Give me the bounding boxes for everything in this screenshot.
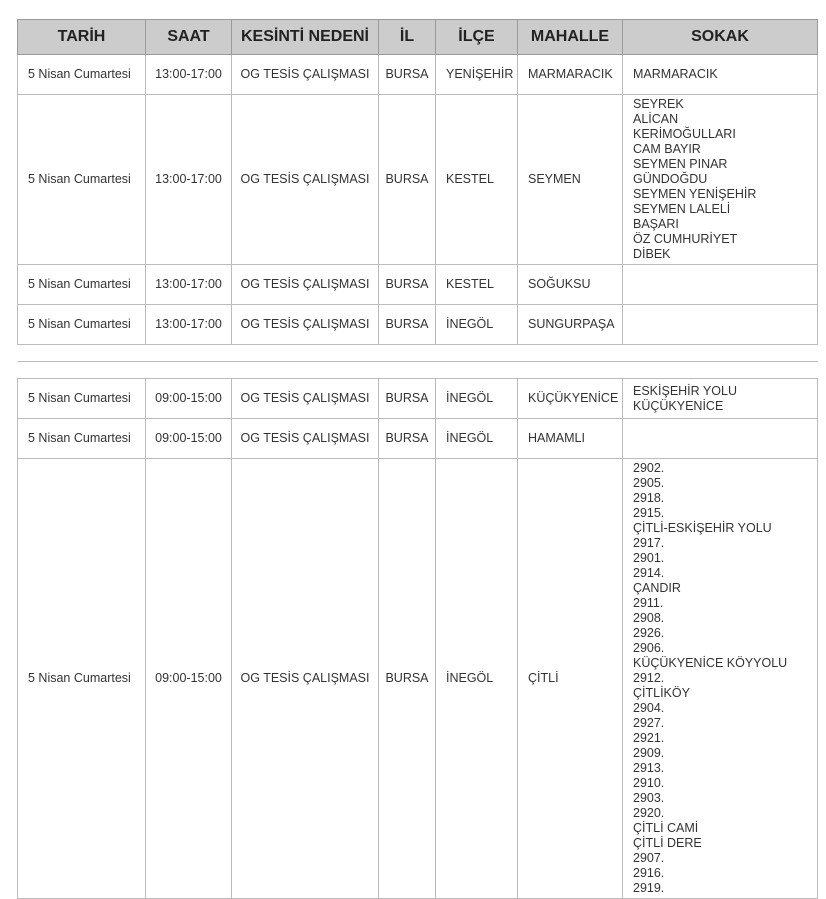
street-name: 2919.	[633, 881, 665, 895]
street-name: ALİCAN	[633, 112, 679, 126]
table-row	[18, 95, 818, 265]
street-name: 2914.	[633, 566, 665, 580]
outage-table-container	[17, 19, 817, 899]
street-cell	[623, 419, 818, 459]
province-cell: BURSA	[379, 305, 436, 345]
reason-cell: OG TESİS ÇALIŞMASI	[232, 95, 379, 265]
date-cell: 5 Nisan Cumartesi	[18, 459, 146, 899]
neighborhood-cell: HAMAMLI	[518, 419, 623, 459]
province-cell: BURSA	[379, 265, 436, 305]
header-province: İL	[379, 20, 436, 55]
province-cell: BURSA	[379, 419, 436, 459]
street-name: 2906.	[633, 641, 665, 655]
street-cell	[623, 55, 818, 95]
street-name: 2910.	[633, 776, 665, 790]
table-row	[18, 305, 818, 345]
outage-table	[17, 19, 818, 899]
neighborhood-cell: KÜÇÜKYENİCE	[518, 379, 623, 419]
reason-cell: OG TESİS ÇALIŞMASI	[232, 265, 379, 305]
street-name: 2903.	[633, 791, 665, 805]
date-cell: 5 Nisan Cumartesi	[18, 265, 146, 305]
street-cell	[623, 459, 818, 899]
street-name: SEYREK	[633, 97, 684, 111]
street-name: 2902.	[633, 461, 665, 475]
neighborhood-cell: ÇİTLİ	[518, 459, 623, 899]
table-row	[18, 265, 818, 305]
street-name: 2904.	[633, 701, 665, 715]
date-cell: 5 Nisan Cumartesi	[18, 379, 146, 419]
street-name: 2921.	[633, 731, 665, 745]
street-name: SEYMEN LALELİ	[633, 202, 731, 216]
district-cell: YENİŞEHİR	[436, 55, 518, 95]
street-name: 2901.	[633, 551, 665, 565]
time-cell: 09:00-15:00	[146, 459, 232, 899]
street-name: 2927.	[633, 716, 665, 730]
reason-cell: OG TESİS ÇALIŞMASI	[232, 379, 379, 419]
separator-row-bottom	[18, 362, 818, 379]
street-name: 2911.	[633, 596, 664, 610]
street-name: ESKİŞEHİR YOLU	[633, 383, 737, 398]
header-district: İLÇE	[436, 20, 518, 55]
street-name: BAŞARI	[633, 217, 679, 231]
neighborhood-cell: SOĞUKSU	[518, 265, 623, 305]
time-cell: 13:00-17:00	[146, 55, 232, 95]
street-name: ÇİTLİ-ESKİŞEHİR YOLU	[633, 521, 772, 535]
separator-cell	[18, 362, 818, 379]
date-cell: 5 Nisan Cumartesi	[18, 419, 146, 459]
table-body	[18, 55, 818, 899]
district-cell: İNEGÖL	[436, 379, 518, 419]
table-row	[18, 379, 818, 419]
district-cell: İNEGÖL	[436, 459, 518, 899]
street-name: MARMARACIK	[633, 67, 718, 81]
street-name: DİBEK	[633, 247, 671, 261]
header-row	[18, 20, 818, 55]
neighborhood-cell: SUNGURPAŞA	[518, 305, 623, 345]
street-name: 2909.	[633, 746, 665, 760]
province-cell: BURSA	[379, 379, 436, 419]
reason-cell: OG TESİS ÇALIŞMASI	[232, 55, 379, 95]
header-street: SOKAK	[623, 20, 818, 55]
date-cell: 5 Nisan Cumartesi	[18, 95, 146, 265]
neighborhood-cell: MARMARACIK	[518, 55, 623, 95]
province-cell: BURSA	[379, 55, 436, 95]
street-name: 2920.	[633, 806, 665, 820]
street-name: 2926.	[633, 626, 665, 640]
district-cell: KESTEL	[436, 265, 518, 305]
reason-cell: OG TESİS ÇALIŞMASI	[232, 305, 379, 345]
district-cell: İNEGÖL	[436, 419, 518, 459]
street-name: 2913.	[633, 761, 665, 775]
table-row	[18, 459, 818, 899]
province-cell: BURSA	[379, 459, 436, 899]
header-reason: KESİNTİ NEDENİ	[232, 20, 379, 55]
street-name: ÇİTLİ DERE	[633, 836, 702, 850]
separator-row-top	[18, 345, 818, 362]
date-cell: 5 Nisan Cumartesi	[18, 55, 146, 95]
reason-cell: OG TESİS ÇALIŞMASI	[232, 459, 379, 899]
street-name: SEYMEN PINAR	[633, 157, 728, 171]
street-name: ÇİTLİ CAMİ	[633, 821, 699, 835]
time-cell: 13:00-17:00	[146, 265, 232, 305]
district-cell: İNEGÖL	[436, 305, 518, 345]
time-cell: 13:00-17:00	[146, 305, 232, 345]
header-time: SAAT	[146, 20, 232, 55]
district-cell: KESTEL	[436, 95, 518, 265]
street-name: KÜÇÜKYENİCE	[633, 398, 724, 413]
street-name: ÖZ CUMHURİYET	[633, 232, 738, 246]
time-cell: 09:00-15:00	[146, 379, 232, 419]
neighborhood-cell: SEYMEN	[518, 95, 623, 265]
street-cell	[623, 305, 818, 345]
reason-cell: OG TESİS ÇALIŞMASI	[232, 419, 379, 459]
street-cell	[623, 95, 818, 265]
street-name: 2917.	[633, 536, 665, 550]
table-row	[18, 55, 818, 95]
street-name: 2912.	[633, 671, 665, 685]
date-cell: 5 Nisan Cumartesi	[18, 305, 146, 345]
time-cell: 09:00-15:00	[146, 419, 232, 459]
street-name: 2905.	[633, 476, 665, 490]
separator-cell	[18, 345, 818, 362]
street-name: 2907.	[633, 851, 665, 865]
street-name: KERİMOĞULLARI	[633, 127, 736, 141]
street-name: 2916.	[633, 866, 665, 880]
street-name: KÜÇÜKYENİCE KÖYYOLU	[633, 656, 788, 670]
province-cell: BURSA	[379, 95, 436, 265]
header-date: TARİH	[18, 20, 146, 55]
table-row	[18, 419, 818, 459]
street-name: 2918.	[633, 491, 665, 505]
street-name: GÜNDOĞDU	[633, 172, 708, 186]
street-name: ÇİTLİKÖY	[633, 686, 690, 700]
header-neighborhood: MAHALLE	[518, 20, 623, 55]
time-cell: 13:00-17:00	[146, 95, 232, 265]
street-cell	[623, 265, 818, 305]
street-name: 2915.	[633, 506, 665, 520]
street-name: SEYMEN YENİŞEHİR	[633, 187, 757, 201]
street-name: ÇANDIR	[633, 581, 681, 595]
street-cell	[623, 379, 818, 419]
street-name: CAM BAYIR	[633, 142, 701, 156]
street-name: 2908.	[633, 611, 665, 625]
